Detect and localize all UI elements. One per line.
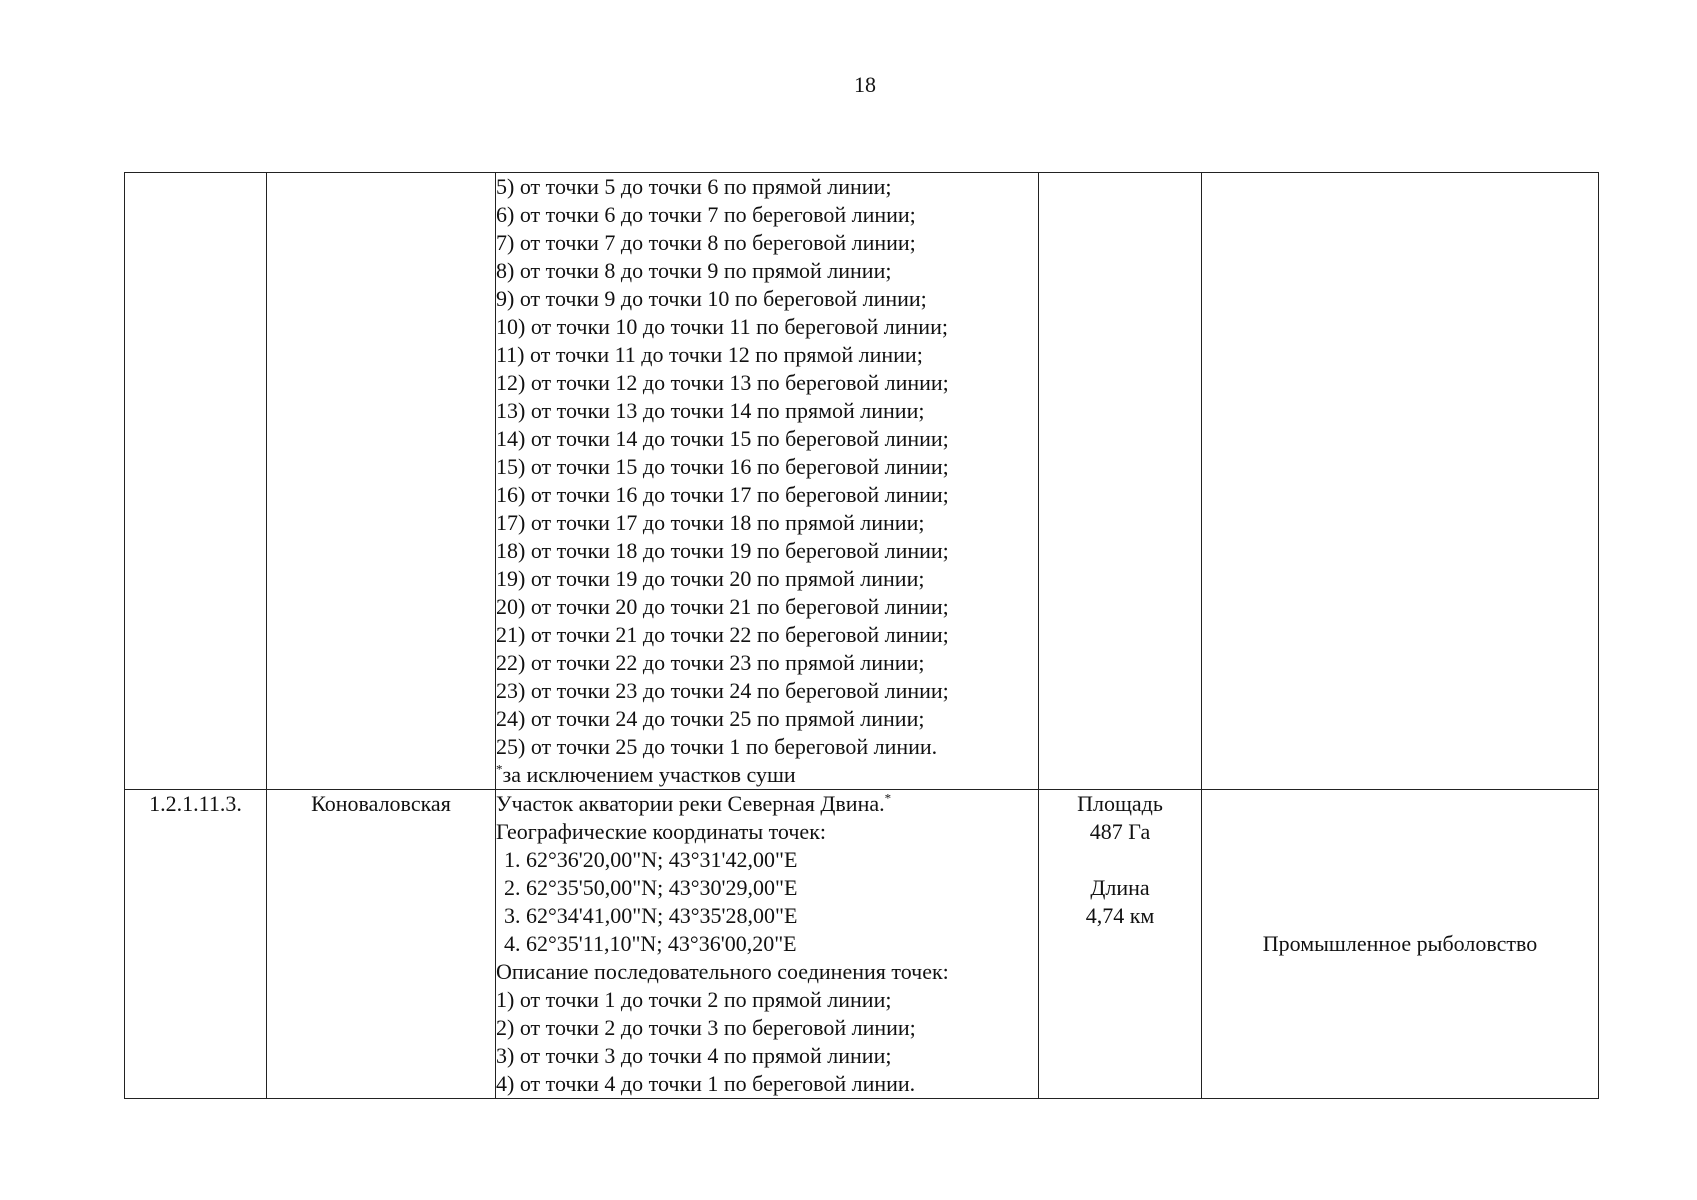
table-row-konovalovskaya — [125, 790, 1599, 1099]
list-item: 5) от точки 5 до точки 6 по прямой линии; — [496, 174, 892, 199]
area-title — [496, 790, 1038, 818]
cell-name: Коноваловская — [267, 790, 496, 1099]
list-item: 9) от точки 9 до точки 10 по береговой линии; — [496, 286, 927, 311]
list-item: 19) от точки 19 до точки 20 по прямой линии; — [496, 566, 925, 591]
footnote-text: за исключением участков суши — [502, 762, 796, 787]
cell-usage: Промышленное рыболовство — [1202, 790, 1599, 1099]
cell-description — [496, 173, 1039, 790]
list-item: 10) от точки 10 до точки 11 по береговой линии; — [496, 314, 948, 339]
list-item: 6) от точки 6 до точки 7 по береговой линии; — [496, 202, 916, 227]
cell-measure — [1039, 790, 1202, 1099]
list-item: 16) от точки 16 до точки 17 по береговой линии; — [496, 482, 949, 507]
list-item: 18) от точки 18 до точки 19 по береговой линии; — [496, 538, 949, 563]
cell-code: 1.2.1.11.3. — [125, 790, 267, 1099]
list-item: 23) от точки 23 до точки 24 по береговой линии; — [496, 678, 949, 703]
cell-measure — [1039, 173, 1202, 790]
cell-code — [125, 173, 267, 790]
coordinate-list — [496, 846, 1038, 958]
list-item: 4) от точки 4 до точки 1 по береговой линии. — [496, 1071, 916, 1096]
cell-name — [267, 173, 496, 790]
length-value: 4,74 км — [1085, 903, 1155, 928]
footnote-mark: * — [496, 761, 503, 777]
fishing-areas-table — [124, 172, 1599, 1099]
coordinate-item: 4. 62°35'11,10"N; 43°36'00,20"E — [504, 931, 797, 956]
list-item: 15) от точки 15 до точки 16 по береговой линии; — [496, 454, 949, 479]
cell-description — [496, 790, 1039, 1099]
connection-heading: Описание последовательного соединения точек: — [496, 959, 949, 984]
footnote — [496, 761, 1038, 789]
connection-list — [496, 173, 1038, 761]
area-title-text: Участок акватории реки Северная Двина. — [496, 791, 885, 816]
list-item: 11) от точки 11 до точки 12 по прямой линии; — [496, 342, 923, 367]
list-item: 12) от точки 12 до точки 13 по береговой линии; — [496, 370, 949, 395]
area-title-mark: * — [884, 790, 892, 806]
list-item: 8) от точки 8 до точки 9 по прямой линии; — [496, 258, 892, 283]
cell-usage — [1202, 173, 1599, 790]
list-item: 3) от точки 3 до точки 4 по прямой линии; — [496, 1043, 892, 1068]
coordinate-item: 3. 62°34'41,00"N; 43°35'28,00"E — [504, 903, 798, 928]
list-item: 17) от точки 17 до точки 18 по прямой линии; — [496, 510, 925, 535]
list-item: 22) от точки 22 до точки 23 по прямой линии; — [496, 650, 925, 675]
table-row-continuation — [125, 173, 1599, 790]
area-value: 487 Га — [1089, 819, 1151, 844]
list-item: 13) от точки 13 до точки 14 по прямой линии; — [496, 398, 925, 423]
area-label: Площадь — [1077, 791, 1163, 816]
coordinate-item: 2. 62°35'50,00"N; 43°30'29,00"E — [504, 875, 798, 900]
coords-heading: Географические координаты точек: — [496, 819, 826, 844]
list-item: 1) от точки 1 до точки 2 по прямой линии; — [496, 987, 892, 1012]
page-number: 18 — [854, 72, 876, 97]
list-item: 24) от точки 24 до точки 25 по прямой линии; — [496, 706, 925, 731]
connection-list — [496, 986, 1038, 1098]
list-item: 7) от точки 7 до точки 8 по береговой линии; — [496, 230, 916, 255]
length-label: Длина — [1090, 875, 1150, 900]
list-item: 14) от точки 14 до точки 15 по береговой линии; — [496, 426, 949, 451]
list-item: 25) от точки 25 до точки 1 по береговой линии. — [496, 734, 938, 759]
list-item: 2) от точки 2 до точки 3 по береговой линии; — [496, 1015, 916, 1040]
coordinate-item: 1. 62°36'20,00"N; 43°31'42,00"E — [504, 847, 798, 872]
list-item: 21) от точки 21 до точки 22 по береговой линии; — [496, 622, 949, 647]
list-item: 20) от точки 20 до точки 21 по береговой линии; — [496, 594, 949, 619]
